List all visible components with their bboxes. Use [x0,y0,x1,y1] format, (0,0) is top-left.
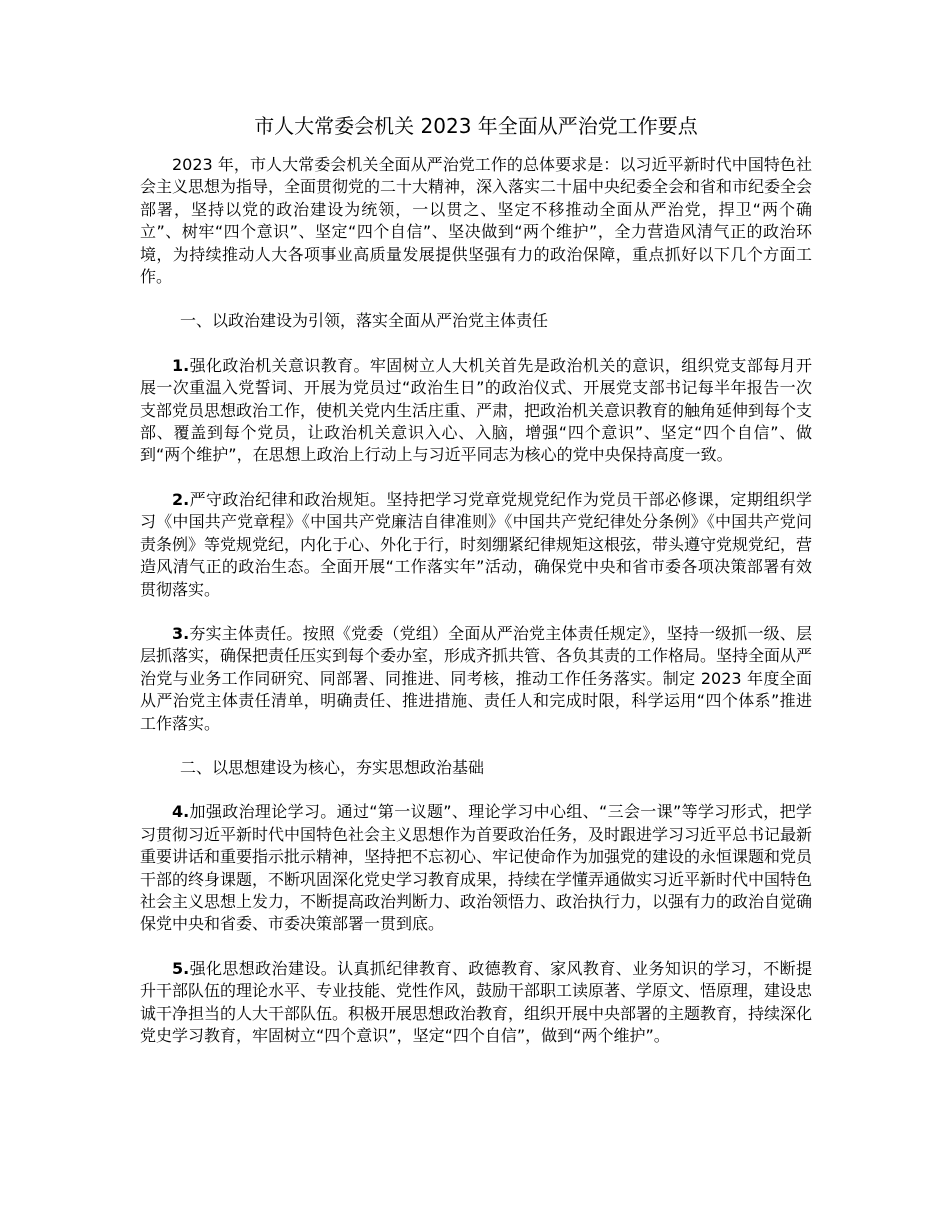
item-1-paragraph [140,355,812,467]
item-1-number: 1. [172,355,190,375]
item-4-text: 加强政治理论学习。通过“第一议题”、理论学习中心组、“三会一课”等学习形式，把学习贯彻习近平新时代中国特色社会主义思想作为首要政治任务，及时跟进学习习近平总书记最新重要讲话和重要指示批示精神，坚持把不忘初心、牢记使命作为加强党的建设的永恒课题和党员干部的终身课题，不断巩固深化党史学习教育成果，持续在学懂弄通做实习近平新时代中国特色社会主义思想上发力，不断提高政治判断力、政治领悟力、政治执行力，以强有力的政治自觉确保党中央和省委、市委决策部署一贯到底。 [140,802,813,934]
item-3-paragraph [140,623,812,735]
item-2-text: 严守政治纪律和政治规矩。坚持把学习党章党规党纪作为党员干部必修课，定期组织学习《中国共产党章程》《中国共产党廉洁自律准则》《中国共产党纪律处分条例》《中国共产党问责条例》等党规党纪，内化于心、外化于行，时刻绷紧纪律规矩这根弦，带头遵守党规党纪，营造风清气正的政治生态。全面开展“工作落实年”活动，确保党中央和省市委各项决策部署有效贯彻落实。 [140,489,813,599]
section-2-heading: 二、以思想建设为核心，夯实思想政治基础 [180,757,485,777]
section-1-heading: 一、以政治建设为引领，落实全面从严治党主体责任 [180,311,549,331]
item-5-paragraph [140,958,812,1048]
item-2-number: 2. [172,489,190,509]
item-5-number: 5. [172,958,190,978]
item-4-number: 4. [172,802,190,822]
document-title: 市人大常委会机关 2023 年全面从严治党工作要点 [254,114,698,138]
item-4-paragraph [140,801,812,935]
item-2-paragraph [140,489,812,601]
item-1-text: 强化政治机关意识教育。牢固树立人大机关首先是政治机关的意识，组织党支部每月开展一次重温入党誓词、开展为党员过“政治生日”的政治仪式、开展党支部书记每半年报告一次支部党员思想政治工作，使机关党内生活庄重、严肃，把政治机关意识教育的触角延伸到每个支部、覆盖到每个党员，让政治机关意识入心、入脑，增强“四个意识”、坚定“四个自信”、做到“两个维护”，在思想上政治上行动上与习近平同志为核心的党中央保持高度一致。 [140,355,813,465]
item-5-text: 强化思想政治建设。认真抓纪律教育、政德教育、家风教育、业务知识的学习，不断提升干部队伍的理论水平、专业技能、党性作风，鼓励干部职工读原著、学原文、悟原理，建设忠诚干净担当的人大干部队伍。积极开展思想政治教育，组织开展中央部署的主题教育，持续深化党史学习教育，牢固树立“四个意识”，坚定“四个自信”，做到“两个维护”。 [140,958,813,1045]
item-3-number: 3. [172,623,190,643]
intro-paragraph: 2023 年，市人大常委会机关全面从严治党工作的总体要求是：以习近平新时代中国特色社会主义思想为指导，全面贯彻党的二十大精神，深入落实二十届中央纪委全会和省和市纪委全会部署，坚持以党的政治建设为统领，一以贯之、坚定不移推动全面从严治党，捍卫“两个确立”、树牢“四个意识”、坚定“四个自信”、坚决做到“两个维护”，全力营造风清气正的政治环境，为持续推动人大各项事业高质量发展提供坚强有力的政治保障，重点抓好以下几个方面工作。 [140,155,813,287]
item-3-text: 夯实主体责任。按照《党委（党组）全面从严治党主体责任规定》，坚持一级抓一级、层层抓落实，确保把责任压实到每个委办室，形成齐抓共管、各负其责的工作格局。坚持全面从严治党与业务工作同研究、同部署、同推进、同考核，推动工作任务落实。制定 2023 年度全面从严治党主体责任清单，明确责任、推进措施、责任人和完成时限，科学运用“四个体系”推进工作落实。 [140,623,813,733]
